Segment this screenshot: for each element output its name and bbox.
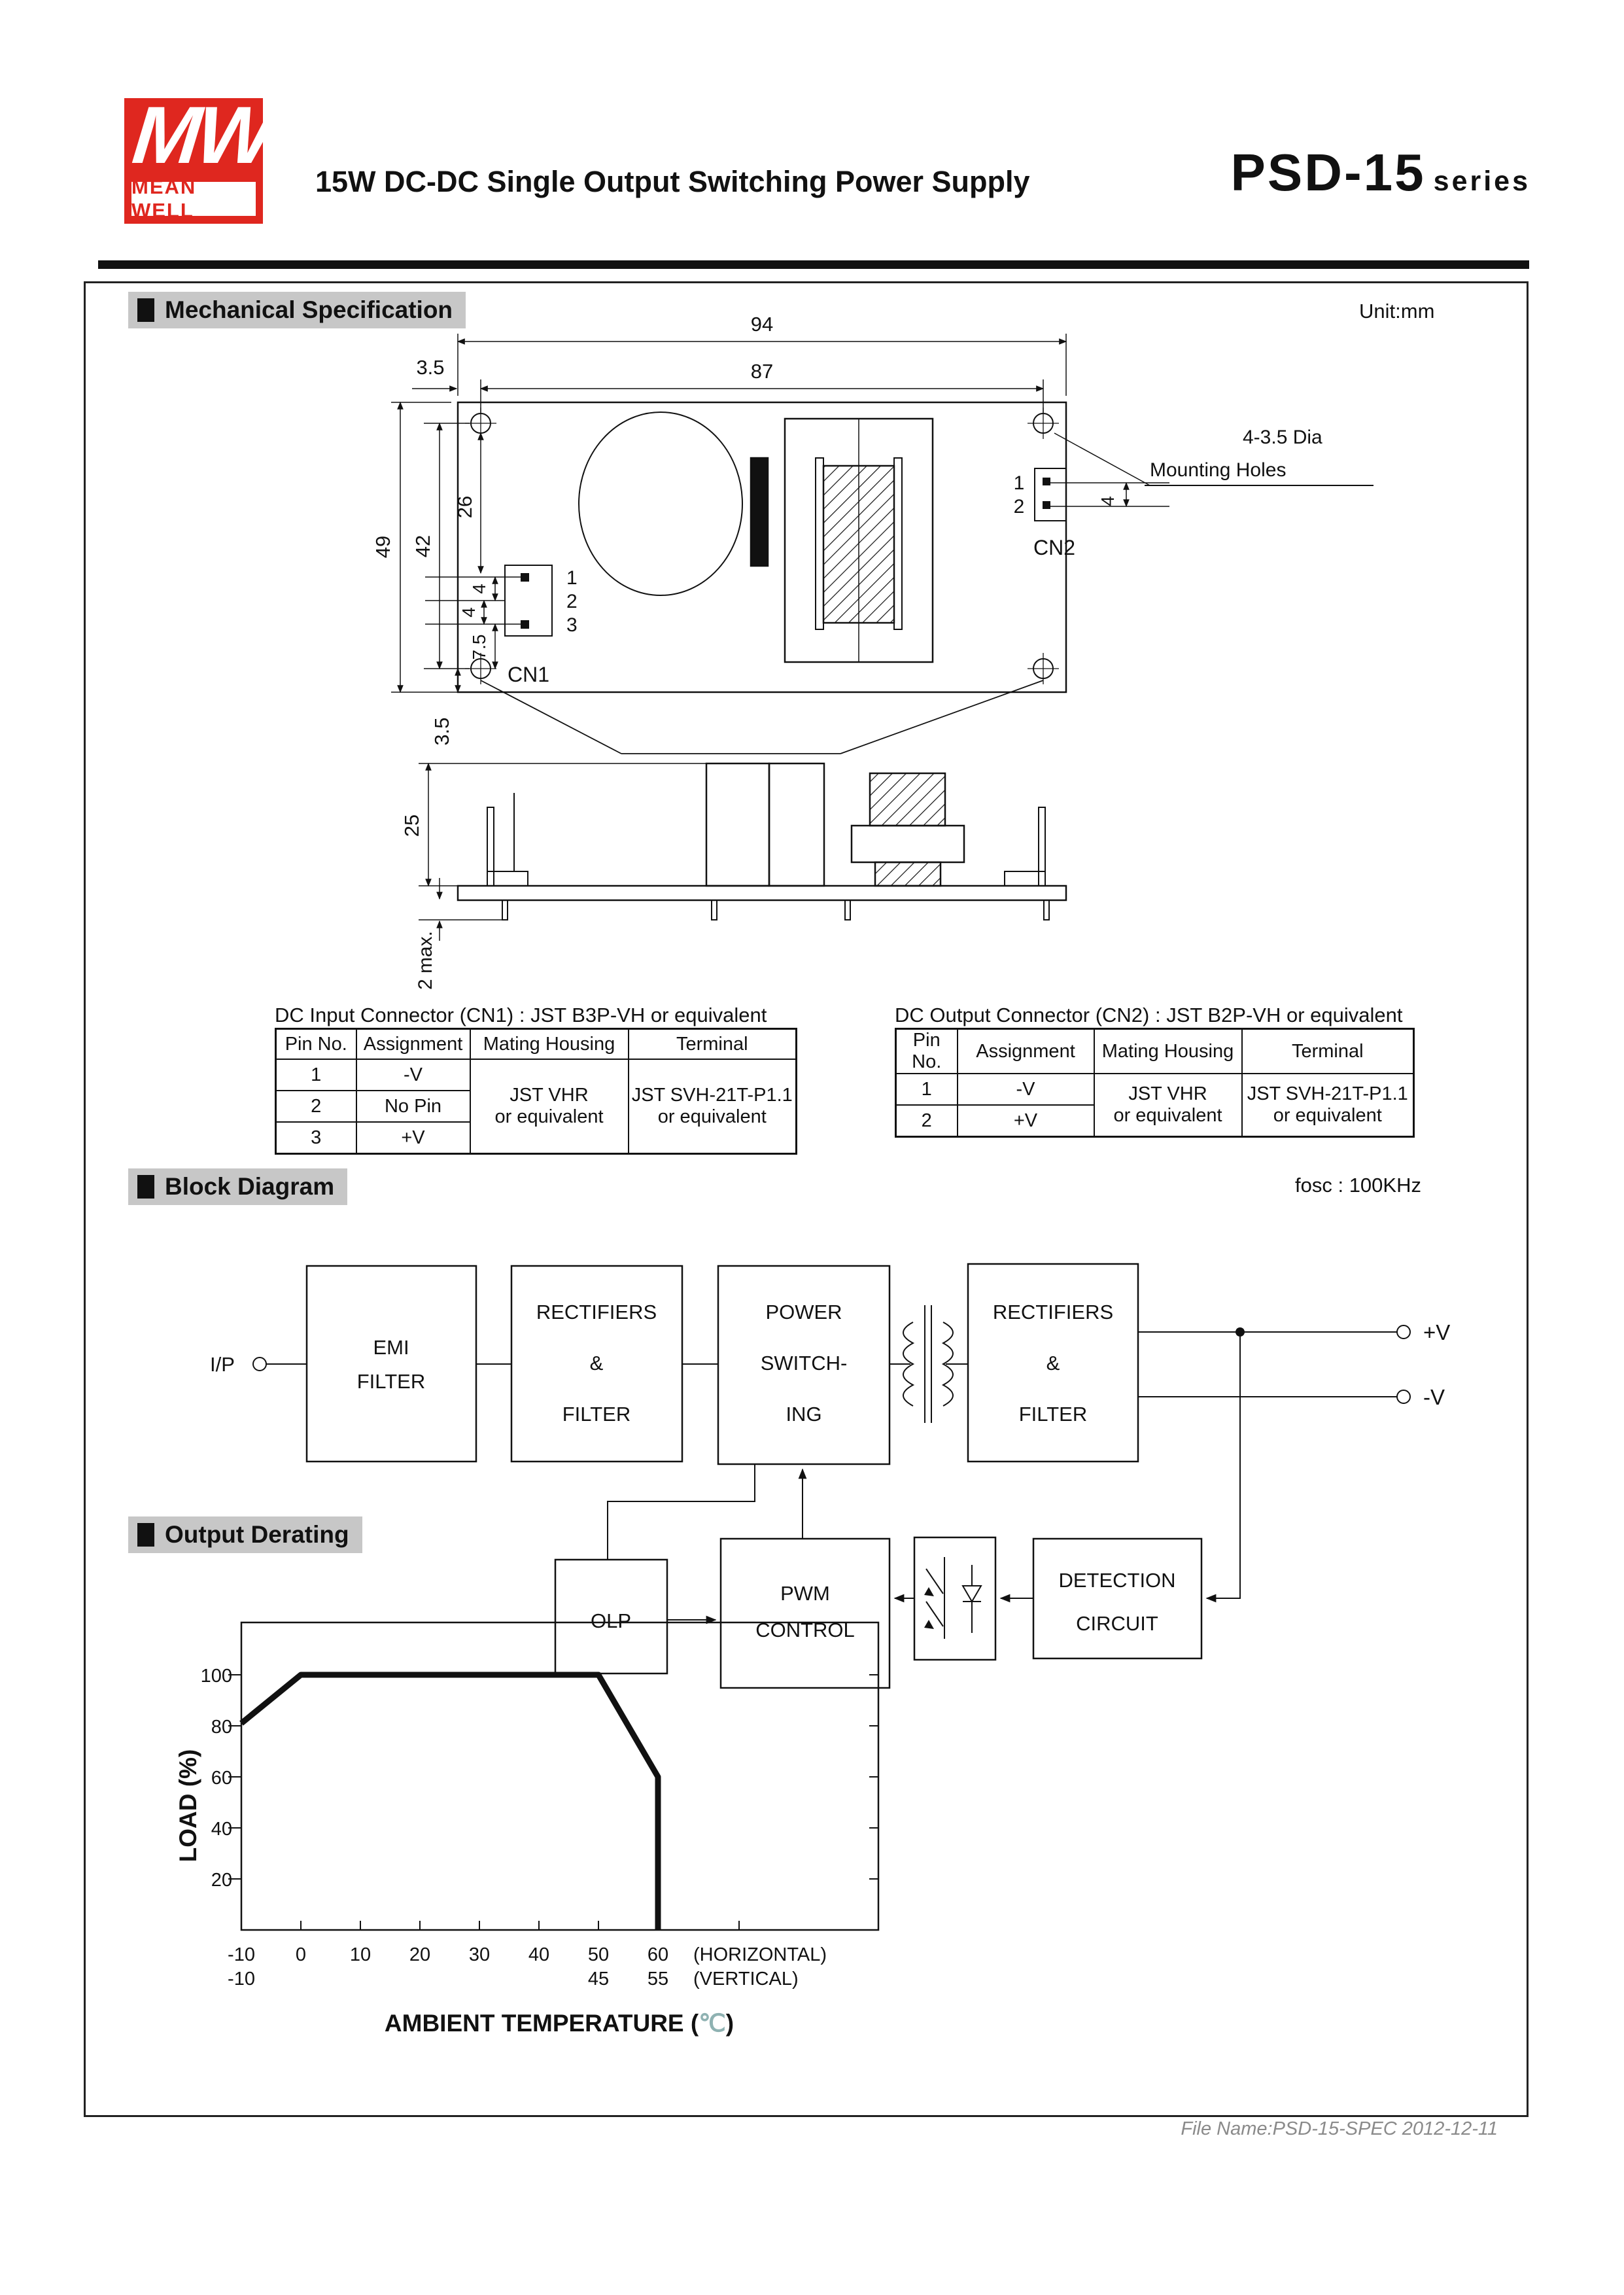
x-tick-label-row2: -10 — [228, 1969, 255, 1989]
x-tick-label-row2: (VERTICAL) — [693, 1969, 799, 1989]
cn2-pin1-label: 1 — [1013, 472, 1025, 494]
emi-line: EMI — [373, 1336, 409, 1359]
emi-line: FILTER — [356, 1370, 426, 1393]
mating-housing-cell — [1094, 1074, 1242, 1137]
section-block-title: Block Diagram — [165, 1173, 335, 1200]
dim-49: 49 — [371, 535, 394, 559]
x-tick-label: -10 — [228, 1944, 255, 1965]
section-mechanical-title: Mechanical Specification — [165, 296, 453, 323]
cn2-table — [895, 1028, 1415, 1138]
col-header: Mating Housing — [1094, 1029, 1242, 1074]
dim-4a: 4 — [469, 584, 489, 594]
cn1-pin1-label: 1 — [566, 567, 578, 589]
col-header: Pin No. — [896, 1029, 958, 1074]
file-name-footer: File Name:PSD-15-SPEC 2012-12-11 — [1181, 2118, 1498, 2139]
mating-line: or equivalent — [494, 1106, 604, 1127]
cn2-table-block — [895, 1004, 1415, 1138]
section-derating-title: Output Derating — [165, 1521, 349, 1548]
output-pos-label: +V — [1423, 1320, 1451, 1344]
pin-no: 2 — [896, 1105, 958, 1137]
terminal-line: JST SVH-21T-P1.1 — [631, 1085, 793, 1106]
pin-assignment: -V — [958, 1074, 1094, 1105]
section-bullet-icon — [137, 298, 154, 322]
y-tick-label: 20 — [211, 1870, 232, 1891]
cn2-pin2-label: 2 — [1013, 496, 1025, 517]
dim-3-5-v: 3.5 — [430, 717, 453, 746]
rect2-line: RECTIFIERS — [992, 1301, 1114, 1323]
rect1-line: & — [589, 1352, 604, 1375]
x-tick-label-row2: 55 — [647, 1969, 669, 1989]
section-bullet-icon — [137, 1523, 154, 1547]
col-header: Terminal — [629, 1029, 797, 1060]
detection-line: CIRCUIT — [1076, 1612, 1158, 1635]
x-axis-title-close: ) — [725, 2010, 734, 2037]
y-tick-label: 40 — [211, 1819, 232, 1840]
table-row — [896, 1074, 1414, 1105]
dim-3-5-h: 3.5 — [416, 356, 445, 379]
mating-line: JST VHR — [510, 1085, 589, 1106]
terminal-cell — [629, 1059, 797, 1154]
y-axis-title: LOAD (%) — [175, 1749, 201, 1863]
dim-42: 42 — [411, 534, 434, 558]
terminal-line: or equivalent — [657, 1106, 767, 1127]
dim-87: 87 — [750, 360, 774, 383]
detection-line: DETECTION — [1058, 1569, 1176, 1592]
x-tick-label: 0 — [295, 1944, 307, 1965]
logo-brand-text: MEAN WELL — [131, 175, 197, 222]
model-name — [1138, 143, 1530, 203]
dim-cn2-4: 4 — [1097, 496, 1118, 506]
pin-no: 3 — [276, 1122, 356, 1154]
mating-housing-cell — [470, 1059, 629, 1154]
terminal-cell — [1242, 1074, 1414, 1137]
model-series: series — [1433, 166, 1530, 197]
mw-logo-icon: MW — [128, 90, 275, 181]
section-block-header — [128, 1168, 347, 1205]
x-tick-label-row2: 45 — [587, 1969, 610, 1989]
x-tick-label: 30 — [468, 1944, 491, 1965]
pin-assignment: -V — [356, 1059, 470, 1091]
pin-no: 1 — [276, 1059, 356, 1091]
cn1-pin2-label: 2 — [566, 591, 578, 612]
power-line: SWITCH- — [760, 1352, 848, 1375]
cn2-label: CN2 — [1033, 536, 1076, 559]
model-number: PSD-15 — [1230, 143, 1426, 201]
mounting-note-line2: Mounting Holes — [1150, 459, 1287, 481]
mating-line: JST VHR — [1128, 1083, 1207, 1104]
col-header: Assignment — [958, 1029, 1094, 1074]
power-line: ING — [786, 1403, 822, 1426]
rect2-line: & — [1046, 1352, 1060, 1375]
dim-26: 26 — [453, 495, 476, 519]
fosc-note: fosc : 100KHz — [1295, 1174, 1421, 1197]
rect1-line: RECTIFIERS — [536, 1301, 657, 1323]
page-title: 15W DC-DC Single Output Switching Power Supply — [315, 165, 1030, 198]
cn1-table-title: DC Input Connector (CN1) : JST B3P-VH or equivalent — [275, 1004, 767, 1026]
table-header-row — [276, 1029, 797, 1060]
x-tick-label: 50 — [587, 1944, 610, 1965]
output-neg-label: -V — [1423, 1385, 1445, 1409]
mating-line: or equivalent — [1113, 1105, 1222, 1126]
section-derating-header — [128, 1516, 362, 1553]
cn1-table-block — [275, 1004, 797, 1155]
unit-note: Unit:mm — [1359, 300, 1435, 323]
pin-assignment: +V — [356, 1122, 470, 1154]
pin-assignment: +V — [958, 1105, 1094, 1137]
power-line: POWER — [765, 1301, 842, 1323]
y-tick-label: 100 — [200, 1666, 232, 1687]
pwm-line: PWM — [780, 1582, 830, 1605]
dim-4b: 4 — [458, 607, 479, 618]
cn1-table — [275, 1028, 797, 1155]
dim-25: 25 — [400, 814, 423, 837]
section-mechanical-header — [128, 292, 466, 328]
dim-2max: 2 max. — [415, 930, 436, 990]
terminal-line: JST SVH-21T-P1.1 — [1247, 1083, 1408, 1104]
x-tick-label: 20 — [409, 1944, 431, 1965]
x-axis-title-text: AMBIENT TEMPERATURE ( — [384, 2010, 699, 2037]
rect2-line: FILTER — [1018, 1403, 1088, 1426]
x-tick-label: 40 — [528, 1944, 550, 1965]
dim-94: 94 — [750, 313, 774, 336]
olp-label: OLP — [590, 1609, 632, 1632]
terminal-line: or equivalent — [1273, 1105, 1382, 1126]
col-header: Terminal — [1242, 1029, 1414, 1074]
pwm-line: CONTROL — [755, 1619, 855, 1641]
col-header: Pin No. — [276, 1029, 356, 1060]
pin-no: 2 — [276, 1091, 356, 1122]
header-rule — [98, 260, 1529, 269]
mounting-note-line1: 4-3.5 Dia — [1243, 427, 1322, 448]
y-tick-label: 60 — [211, 1768, 232, 1789]
logo-brand-strip — [130, 175, 257, 222]
col-header: Assignment — [356, 1029, 470, 1060]
col-header: Mating Housing — [470, 1029, 629, 1060]
cn1-label: CN1 — [507, 663, 550, 686]
table-row — [276, 1059, 797, 1091]
pin-no: 1 — [896, 1074, 958, 1105]
x-tick-label: 10 — [349, 1944, 371, 1965]
y-tick-label: 80 — [211, 1717, 232, 1738]
x-tick-label: (HORIZONTAL) — [693, 1944, 827, 1965]
x-tick-label: 60 — [647, 1944, 669, 1965]
rect1-line: FILTER — [562, 1403, 631, 1426]
dim-7-5: 7.5 — [469, 634, 489, 660]
input-label: I/P — [210, 1353, 235, 1376]
meanwell-logo — [124, 90, 275, 224]
table-header-row — [896, 1029, 1414, 1074]
cn2-table-title: DC Output Connector (CN2) : JST B2P-VH or equivalent — [895, 1004, 1403, 1026]
cn1-pin3-label: 3 — [566, 614, 578, 636]
pin-assignment: No Pin — [356, 1091, 470, 1122]
section-bullet-icon — [137, 1175, 154, 1199]
degree-celsius-symbol: ℃ — [699, 2010, 726, 2037]
